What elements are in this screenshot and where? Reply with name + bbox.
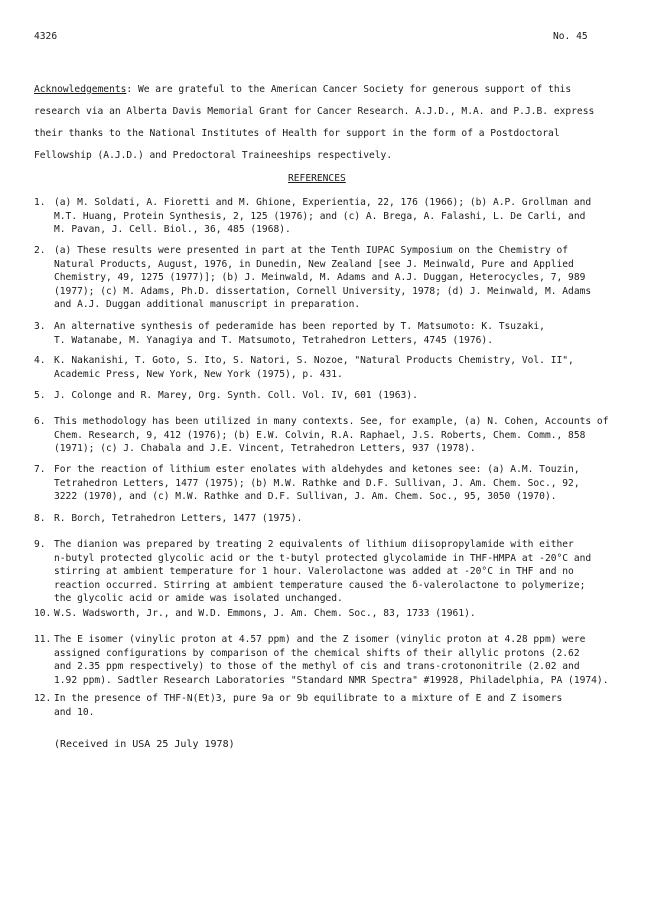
reference-line: An alternative synthesis of pederamide has been reported by T. Matsumoto: K. Tsuzaki, <box>54 321 545 332</box>
reference-line: Chem. Research, 9, 412 (1976); (b) E.W. Colvin, R.A. Raphael, J.S. Roberts, Chem. Comm., 858 <box>54 429 586 441</box>
reference-line: (1971); (c) J. Chabala and J.E. Vincent, Tetrahedron Letters, 937 (1978). <box>54 443 476 454</box>
reference-line: M. Pavan, J. Cell. Biol., 36, 485 (1968). <box>54 224 291 235</box>
reference-line: J. Colonge and R. Marey, Org. Synth. Coll. Vol. IV, 601 (1963). <box>54 390 418 401</box>
reference-text <box>54 244 654 312</box>
reference-text <box>54 633 654 687</box>
reference-line: 3222 (1970), and (c) M.W. Rathke and D.F. Sullivan, J. Am. Chem. Soc., 95, 3050 (1970). <box>54 491 557 502</box>
reference-line: K. Nakanishi, T. Goto, S. Ito, S. Natori, S. Nozoe, "Natural Products Chemistry, Vol. II", <box>54 355 574 366</box>
reference-line: and 2.35 ppm respectively) to those of the methyl of cis and trans-crotononitrile (2.02 and <box>54 661 580 672</box>
reference-number: 4. <box>34 355 46 366</box>
reference-text <box>54 463 654 504</box>
reference-line: 1.92 ppm). Sadtler Research Laboratories "Standard NMR Spectra" #19928, Philadelphia, PA (1974). <box>54 674 609 686</box>
reference-line: T. Watanabe, M. Yanagiya and T. Matsumoto, Tetrahedron Letters, 4745 (1976). <box>54 334 493 346</box>
reference-line: Tetrahedron Letters, 1477 (1975); (b) M.W. Rathke and D.F. Sullivan, J. Am. Chem. Soc., 92, <box>54 477 580 489</box>
reference-line: stirring at ambient temperature for 1 hour. Valerolactone was added at -20°C in THF and no <box>54 566 574 577</box>
reference-line: (a) These results were presented in part at the Tenth IUPAC Symposium on the Chemistry of <box>54 245 569 256</box>
acknowledgements-line: Fellowship (A.J.D.) and Predoctoral Traineeships respectively. <box>34 150 393 161</box>
reference-text <box>54 692 654 719</box>
reference-text <box>54 320 654 347</box>
reference-text <box>54 196 654 237</box>
reference-text <box>54 607 654 621</box>
reference-line: Academic Press, New York, New York (1975), p. 431. <box>54 368 343 380</box>
reference-line: The dianion was prepared by treating 2 equivalents of lithium diisopropylamide with either <box>54 539 574 550</box>
reference-line: assigned configurations by comparison of the chemical shifts of their allylic protons (2.62 <box>54 647 580 659</box>
received-date: (Received in USA 25 July 1978) <box>54 739 235 750</box>
reference-line: This methodology has been utilized in many contexts. See, for example, (a) N. Cohen, Accounts of <box>54 416 609 427</box>
reference-text <box>54 354 654 381</box>
reference-number: 9. <box>34 539 46 550</box>
reference-number: 5. <box>34 390 46 401</box>
reference-line: reaction occurred. Stirring at ambient temperature caused the δ-valerolactone to polymerize; <box>54 579 586 591</box>
acknowledgements-line: their thanks to the National Institutes of Health for support in the form of a Postdoctoral <box>34 128 560 139</box>
acknowledgements-line: research via an Alberta Davis Memorial Grant for Cancer Research. A.J.D., M.A. and P.J.B. express <box>34 106 595 117</box>
reference-text <box>54 389 654 403</box>
acknowledgements-title: Acknowledgements <box>34 84 127 95</box>
reference-number: 8. <box>34 513 46 524</box>
page-number: 4326 <box>34 31 58 42</box>
reference-number: 12. <box>34 693 52 704</box>
reference-line: and 10. <box>54 706 95 718</box>
reference-line: the glycolic acid or amide was isolated unchanged. <box>54 593 343 604</box>
acknowledgements-line <box>34 79 634 101</box>
reference-number: 1. <box>34 197 46 208</box>
reference-line: R. Borch, Tetrahedron Letters, 1477 (1975). <box>54 513 303 524</box>
acknowledgements-section <box>34 79 634 167</box>
reference-text <box>54 538 654 606</box>
references-title: REFERENCES <box>288 173 346 184</box>
reference-line: In the presence of THF-N(Et)3, pure 9a or 9b equilibrate to a mixture of E and Z isomers <box>54 693 563 704</box>
reference-line: and A.J. Duggan additional manuscript in preparation. <box>54 299 361 310</box>
reference-text <box>54 512 654 526</box>
reference-line: (1977); (c) M. Adams, Ph.D. dissertation, Cornell University, 1978; (d) J. Meinwald, M. Adams <box>54 285 592 297</box>
reference-number: 11. <box>34 634 52 645</box>
issue-number: No. 45 <box>553 31 588 42</box>
reference-number: 6. <box>34 416 46 427</box>
reference-line: For the reaction of lithium ester enolates with aldehydes and ketones see: (a) A.M. Touzin, <box>54 464 580 475</box>
reference-line: Chemistry, 49, 1275 (1977)]; (b) J. Meinwald, M. Adams and A.J. Duggan, Heterocycles, 7, 989 <box>54 272 586 283</box>
reference-line: W.S. Wadsworth, Jr., and W.D. Emmons, J. Am. Chem. Soc., 83, 1733 (1961). <box>54 608 476 619</box>
reference-line: n-butyl protected glycolic acid or the t-butyl protected glycolamide in THF-HMPA at -20°C and <box>54 552 592 564</box>
reference-line: (a) M. Soldati, A. Fioretti and M. Ghione, Experientia, 22, 176 (1966); (b) A.P. Grollman and <box>54 197 592 208</box>
reference-number: 7. <box>34 464 46 475</box>
acknowledgements-text: : We are grateful to the American Cancer Society for generous support of this <box>126 84 572 95</box>
reference-line: Natural Products, August, 1976, in Dunedin, New Zealand [see J. Meinwald, Pure and Applied <box>54 258 574 270</box>
reference-line: M.T. Huang, Protein Synthesis, 2, 125 (1976); and (c) A. Brega, A. Falashi, L. De Carli, and <box>54 210 586 222</box>
reference-number: 10. <box>34 608 52 619</box>
reference-number: 2. <box>34 245 46 256</box>
reference-number: 3. <box>34 321 46 332</box>
reference-line: The E isomer (vinylic proton at 4.57 ppm) and the Z isomer (vinylic proton at 4.28 ppm) were <box>54 634 586 645</box>
reference-text <box>54 415 654 456</box>
